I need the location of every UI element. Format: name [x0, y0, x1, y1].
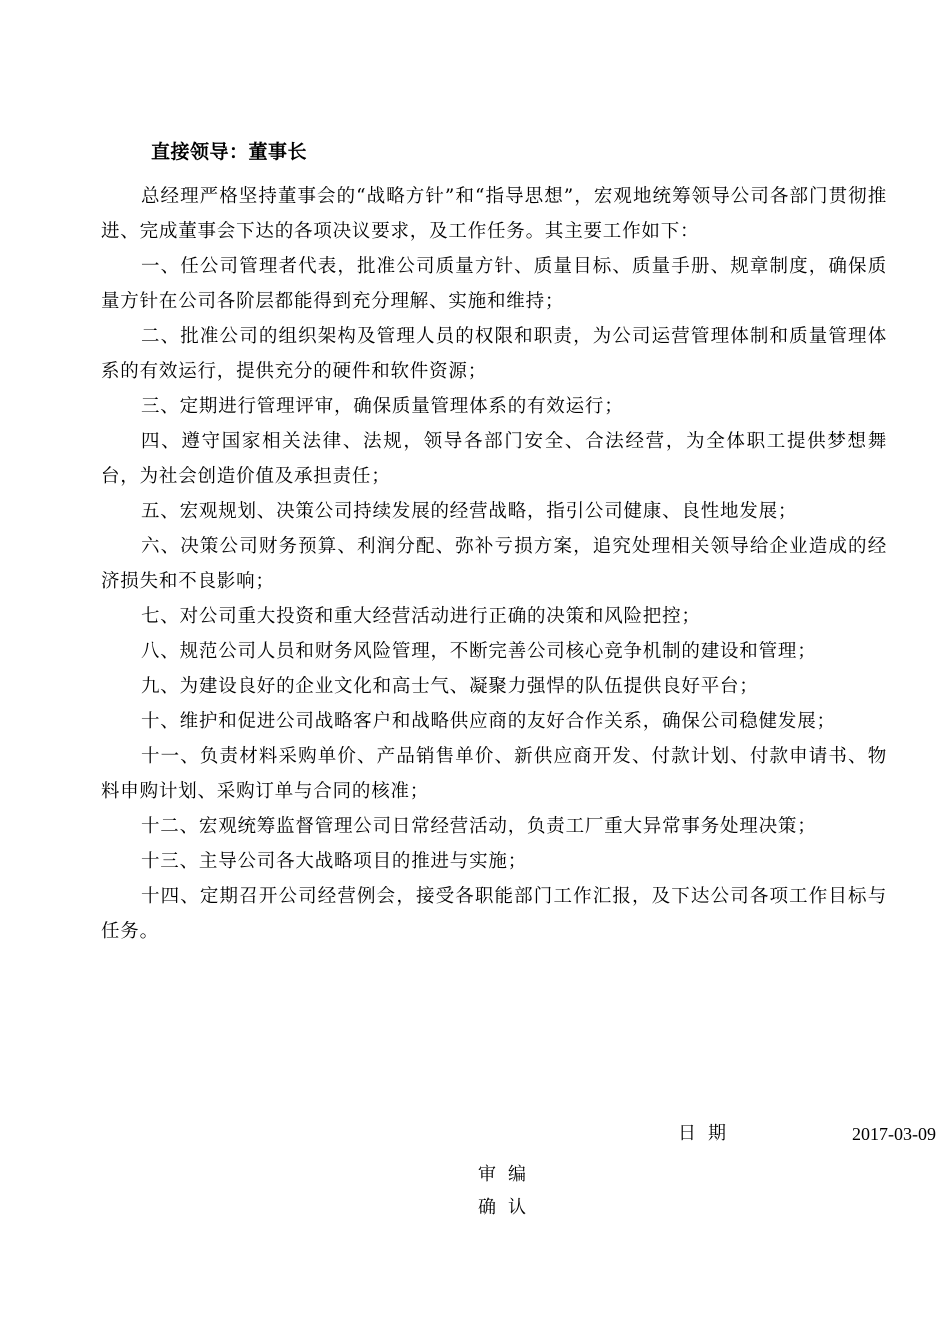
- duty-item-13: 十三、主导公司各大战略项目的推进与实施；: [141, 851, 528, 872]
- confirm-label: 确认: [478, 1197, 538, 1218]
- duty-item-1: 一、任公司管理者代表，批准公司质量方针、质量目标、质量手册、规章制度，确保质量方针在公司各阶层都能得到充分理解、实施和维持；: [101, 256, 887, 312]
- date-value: 2017-03-09: [852, 1124, 936, 1144]
- duty-item-7: 七、对公司重大投资和重大经营活动进行正确的决策和风险把控；: [141, 606, 701, 627]
- duty-item-8: 八、规范公司人员和财务风险管理，不断完善公司核心竞争机制的建设和管理；: [141, 641, 817, 662]
- document-heading: 直接领导：董事长: [151, 141, 308, 163]
- document-body: [101, 179, 887, 949]
- intro-paragraph: 总经理严格坚持董事会的“战略方针”和“指导思想”，宏观地统筹领导公司各部门贯彻推进、完成董事会下达的各项决议要求，及工作任务。其主要工作如下：: [101, 186, 887, 242]
- review-label: 审编: [478, 1164, 538, 1185]
- duty-item-5: 五、宏观规划、决策公司持续发展的经营战略，指引公司健康、良性地发展；: [141, 501, 798, 522]
- duty-item-12: 十二、宏观统筹监督管理公司日常经营活动，负责工厂重大异常事务处理决策；: [141, 816, 817, 837]
- duty-item-6: 六、决策公司财务预算、利润分配、弥补亏损方案，追究处理相关领导给企业造成的经济损失和不良影响；: [101, 536, 887, 592]
- duty-item-14: 十四、定期召开公司经营例会，接受各职能部门工作汇报，及下达公司各项工作目标与任务。: [101, 886, 887, 942]
- duty-item-10: 十、维护和促进公司战略客户和战略供应商的友好合作关系，确保公司稳健发展；: [141, 711, 836, 732]
- date-label: 日期: [678, 1123, 738, 1144]
- duty-item-11: 十一、负责材料采购单价、产品销售单价、新供应商开发、付款计划、付款申请书、物料申购计划、采购订单与合同的核准；: [101, 746, 887, 802]
- duty-item-4: 四、遵守国家相关法律、法规，领导各部门安全、合法经营，为全体职工提供梦想舞台，为社会创造价值及承担责任；: [101, 431, 887, 487]
- duty-item-3: 三、定期进行管理评审，确保质量管理体系的有效运行；: [141, 396, 624, 417]
- duty-item-2: 二、批准公司的组织架构及管理人员的权限和职责，为公司运营管理体制和质量管理体系的有效运行，提供充分的硬件和软件资源；: [101, 326, 887, 382]
- duty-item-9: 九、为建设良好的企业文化和高士气、凝聚力强悍的队伍提供良好平台；: [141, 676, 759, 697]
